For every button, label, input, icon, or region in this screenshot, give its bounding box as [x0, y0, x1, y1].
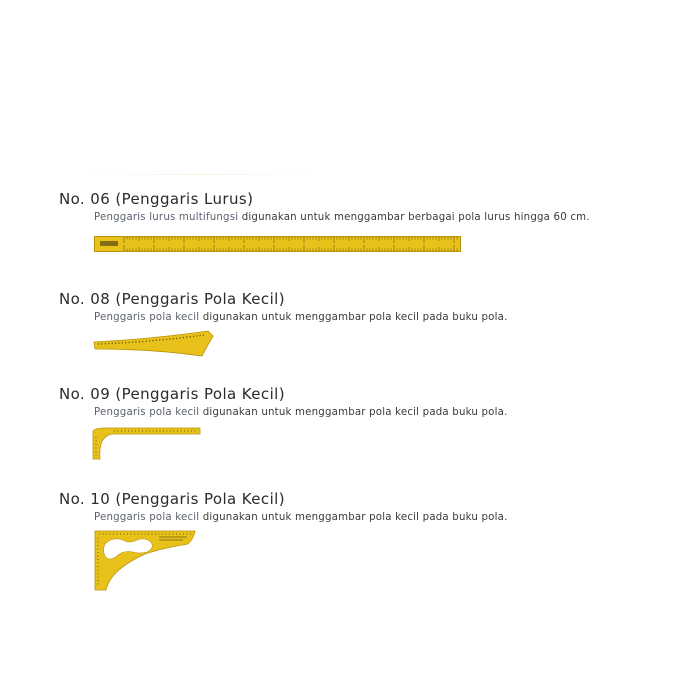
product-description — [94, 512, 508, 523]
pattern-square-ruler-icon — [93, 528, 199, 592]
product-name: (Penggaris Pola Kecil) — [115, 490, 285, 508]
straight-ruler-icon — [94, 234, 462, 256]
product-name: (Penggaris Pola Kecil) — [115, 290, 285, 308]
description-rest: digunakan untuk menggambar pola kecil pada buku pola. — [199, 312, 508, 323]
product-title — [59, 190, 253, 208]
product-number: No. 09 — [59, 385, 111, 403]
product-name: (Penggaris Lurus) — [115, 190, 254, 208]
l-square-ruler-icon — [92, 423, 204, 463]
description-lead: Penggaris pola kecil — [94, 407, 200, 418]
product-description — [94, 407, 508, 418]
product-number: No. 08 — [59, 290, 111, 308]
product-description — [94, 212, 590, 223]
product-number: No. 06 — [59, 190, 111, 208]
description-rest: digunakan untuk menggambar berbagai pola lurus hingga 60 cm. — [238, 212, 590, 223]
curved-ruler-icon — [92, 328, 216, 362]
divider — [92, 174, 312, 175]
product-title — [59, 290, 285, 308]
description-rest: digunakan untuk menggambar pola kecil pada buku pola. — [199, 407, 508, 418]
product-title — [59, 385, 285, 403]
description-rest: digunakan untuk menggambar pola kecil pada buku pola. — [199, 512, 508, 523]
product-title — [59, 490, 285, 508]
product-number: No. 10 — [59, 490, 111, 508]
description-lead: Penggaris pola kecil — [94, 512, 200, 523]
product-description — [94, 312, 508, 323]
product-name: (Penggaris Pola Kecil) — [115, 385, 285, 403]
description-lead: Penggaris lurus multifungsi — [94, 212, 239, 223]
description-lead: Penggaris pola kecil — [94, 312, 200, 323]
